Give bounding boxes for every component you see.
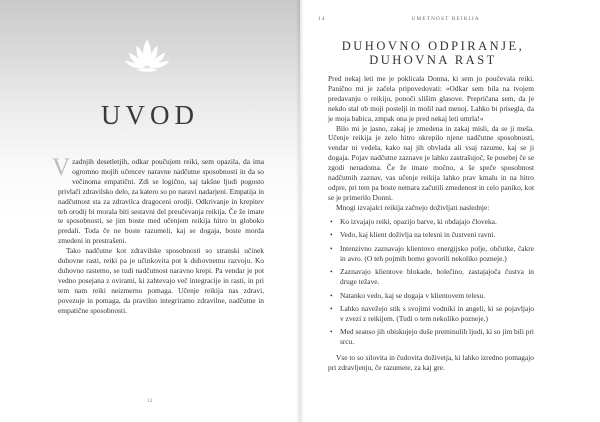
bullet-icon: • [330,304,333,313]
bullet-icon: • [330,327,333,337]
list-item: • Med seanso jih obiskujejo duše preminulih ljudi, ki so jim bili pri srcu. [330,327,534,347]
section-title-line-2: DUHOVNA RAST [369,53,497,67]
running-head-title: UMETNOST REIKIJA [411,16,480,22]
donna-paragraph: Pred nekaj leti me je poklicala Donna, ki sem jo poučevala reiki. Panično mi je začela pripovedovati: »Odkar sem bila na tvojem predavanju o reikiju, ponoči slišim glasove. Prepričana sem, da je nekdo stal ob moji postelji in molil nad menoj. Lahko bi prisegla, da je moja babica, zmpak ona je pred nekaj leti umrla!« [328,74,534,123]
intro-paragraph [52,154,264,246]
lotus-icon [123,38,171,74]
list-item: • Natanko vedo, kaj se dogaja v klientovem telesu. [330,290,486,300]
list-intro-paragraph: Mnogi izvajalci reikija začnejo doživljati naslednje: [336,202,490,212]
bullet-icon: • [330,230,333,240]
list-item: • Zaznavajo klientove blokade, bolečino, zastajajoča čustva in druge težave. [330,267,534,286]
bullet-icon: • [330,290,333,300]
running-head [318,16,600,22]
chapter-title: UVOD [101,100,199,130]
left-body-text [52,154,264,316]
right-body-text [328,74,534,373]
experience-list [328,217,534,348]
bullet-icon: • [330,267,333,277]
closing-paragraph: Vse to so silovita in čudovita doživetja, ki lahko izredno pomagajo pri zdravljenju, če razumete, za kaj gre. [328,353,534,373]
bullet-icon: • [330,216,333,226]
section-title-line-1: DUHOVNO ODPIRANJE, [341,39,525,53]
section-title [318,39,548,67]
list-item: • Lahko navežejo stik s svojimi vodniki in angeli, ki se pojavljajo v zvezi z reikijem. (Tudi o tem nekoliko pozneje.) [330,304,534,323]
intro-paragraph-text: zadnjih desetletjih, odkar poučujem reiki, sem opazila, da ima ogromno mojih učencev naravne nadčutne sposobnosti in da so večinoma empatični. Zdi se logično, saj takšne ljudi pogosto privlači zdravilsko delo, za katero so po naravi nadarjeni. Empatija in nadčutnost sta za zdravilca dragoceni orodji. Odkrivanje in krepitev teh orodij bi morala biti sestavni del preučevanja reikija. Če že imate te sposobnosti, se jim boste med učenjem reikija hitro in globoko predali. Toda če ne boste razumeli, kaj se dogaja, boste morda zmedeni in prestrašeni. [58,157,264,246]
list-item: • Vedo, kaj klient doživlja na telesni in čustveni ravni. [330,230,496,240]
list-item: • Intenzivno zaznavajo klientovo energijsko polje, občutke, čakre in avro. (O teh pojmih bomo govorili nekoliko pozneje.) [330,243,534,263]
dropcap: V [52,154,71,181]
book-gutter-shadow [296,0,304,422]
running-head-page-number: 14 [318,16,326,22]
bullet-icon: • [330,243,333,253]
left-page-number: 12 [147,399,153,404]
second-paragraph: Tako nadčutne kot zdravilske sposobnosti so stranski učinek duhovne rasti, reiki pa je učinkovita pot k duhovnemu razvoju. Ko duhovno rastemo, se tudi nadčutnost naravno krepi. Pa vendar je pot vedno posejana z ovirami, ki zahtevajo več integracije in rasti, in pri tem nam reiki neizmerno pomaga. Učenje reikija nas zdravi, povezuje in pomaga, da pravilno integriramo zdravilne, nadčutne in empatične sposobnosti. [58,246,264,315]
explanation-paragraph: Bilo mi je jasno, zakaj je zmedena in zakaj misli, da se ji meša. Učenje reikija je zelo hitro okrepilo njene nadčutne sposobnosti, vendar ni vedela, kako naj jih obvlada ali vsaj razume, kaj se ji dogaja. Pojav nadčutne zaznave je lahko zastrašujoč, še posebej če se zgodi nenadoma. Če že imate močno, a še speče sposobnost nadčutnih zaznav, vas učenje reikija lahko prav kmalu in na hitro odpre, pri tem pa boste nemara začutili zmedenost in celo paniko, kot se je primerilo Donni. [328,123,534,202]
list-item: • Ko izvajajo reiki, opazijo barve, ki obdajajo človeka. [330,216,497,226]
